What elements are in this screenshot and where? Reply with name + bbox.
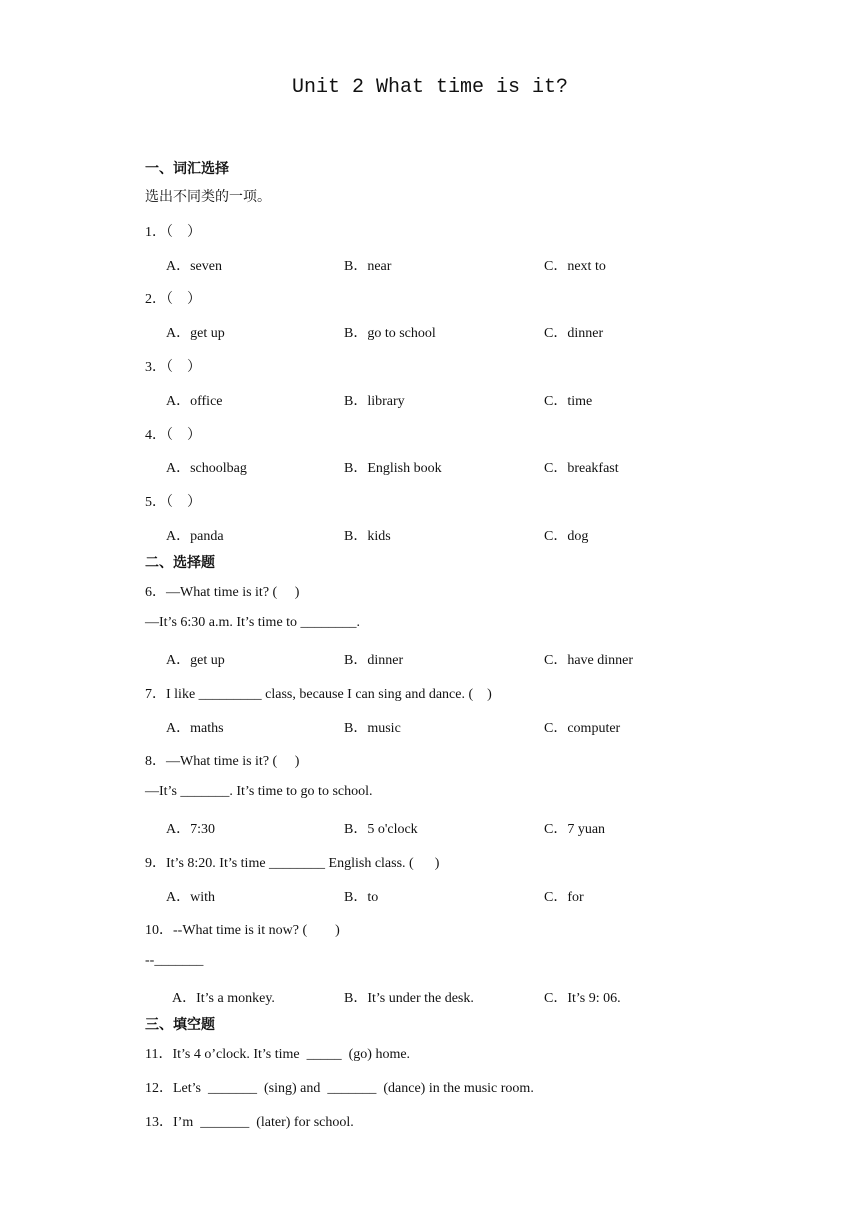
question-stem: 5．（ ） — [145, 495, 201, 510]
option-c: C．dinner — [544, 326, 604, 341]
option-c: C．7 yuan — [544, 822, 606, 837]
option-c: C．time — [544, 394, 593, 409]
option-b: B．dinner — [344, 653, 404, 668]
option-a: A．office — [166, 394, 223, 409]
question-stem: 8．—What time is it? ( ) — [145, 754, 300, 769]
option-b: B．English book — [344, 461, 442, 476]
question-stem: 9．It’s 8:20. It’s time ________ English class. ( ) — [145, 856, 440, 871]
option-a: A．seven — [166, 259, 222, 274]
option-a: A．7:30 — [166, 822, 215, 837]
option-a: A．get up — [166, 326, 225, 341]
section-heading-choice: 二、选择题 — [145, 555, 215, 571]
question-stem: 1．（ ） — [145, 225, 201, 240]
option-c: C．dog — [544, 529, 589, 544]
question-stem: 6．—What time is it? ( ) — [145, 585, 300, 600]
question-stem: 4．（ ） — [145, 428, 201, 443]
option-a: A．with — [166, 890, 215, 905]
question-stem: 11．It’s 4 o’clock. It’s time _____ (go) home. — [145, 1047, 411, 1062]
option-c: C．breakfast — [544, 461, 619, 476]
option-b: B．5 o'clock — [344, 822, 418, 837]
question-response: —It’s 6:30 a.m. It’s time to ________. — [145, 615, 361, 630]
option-b: B．It’s under the desk. — [344, 991, 474, 1006]
option-a: A．maths — [166, 721, 224, 736]
section-instruction: 选出不同类的一项。 — [145, 189, 271, 205]
option-c: C．It’s 9: 06. — [544, 991, 621, 1006]
question-response: —It’s _______. It’s time to go to school. — [145, 784, 373, 799]
question-stem: 12．Let’s _______ (sing) and _______ (dance) in the music room. — [145, 1081, 534, 1096]
option-a: A．panda — [166, 529, 224, 544]
option-c: C．computer — [544, 721, 621, 736]
option-b: B．music — [344, 721, 401, 736]
question-stem: 2．（ ） — [145, 292, 201, 307]
option-b: B．near — [344, 259, 392, 274]
option-b: B．kids — [344, 529, 391, 544]
option-c: C．for — [544, 890, 584, 905]
option-c: C．next to — [544, 259, 606, 274]
option-a: A．get up — [166, 653, 225, 668]
question-stem: 3．（ ） — [145, 360, 201, 375]
option-a: A．It’s a monkey. — [172, 991, 275, 1006]
question-response: --_______ — [145, 953, 204, 968]
question-stem: 13．I’m _______ (later) for school. — [145, 1115, 354, 1130]
option-b: B．to — [344, 890, 379, 905]
page-title: Unit 2 What time is it? — [291, 76, 569, 99]
section-heading-fill-in: 三、填空题 — [145, 1017, 215, 1033]
option-c: C．have dinner — [544, 653, 634, 668]
option-a: A．schoolbag — [166, 461, 247, 476]
question-stem: 7．I like _________ class, because I can sing and dance. ( ) — [145, 687, 492, 702]
option-b: B．library — [344, 394, 405, 409]
section-heading-vocabulary: 一、词汇选择 — [145, 161, 229, 177]
option-b: B．go to school — [344, 326, 436, 341]
question-stem: 10．--What time is it now? ( ) — [145, 923, 340, 938]
